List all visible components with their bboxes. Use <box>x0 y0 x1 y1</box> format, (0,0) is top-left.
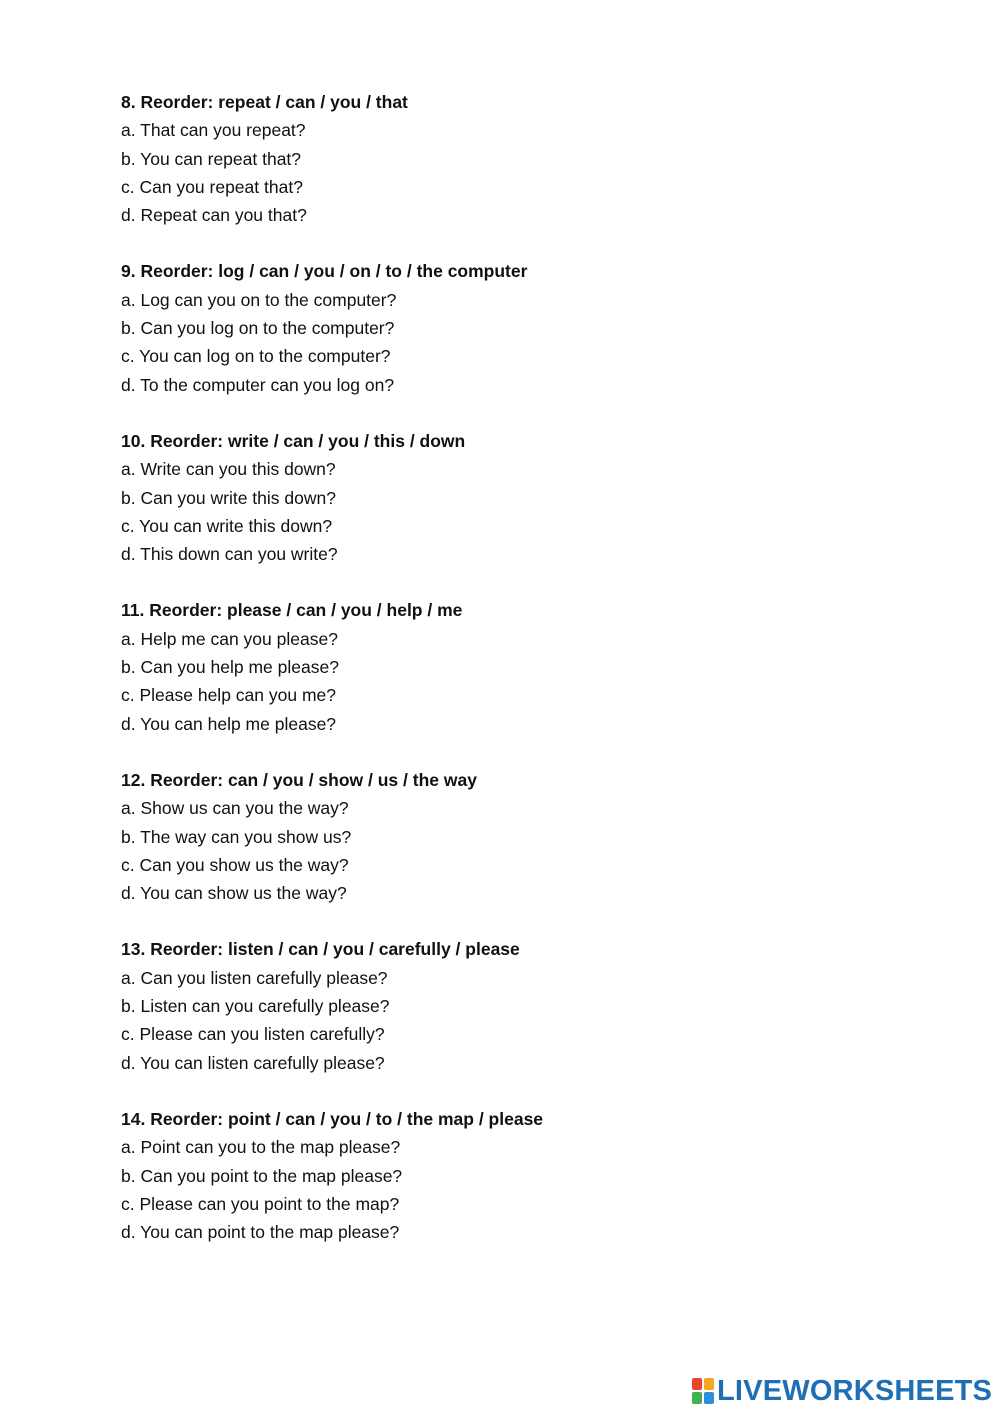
question-title: 8. Reorder: repeat / can / you / that <box>121 92 408 112</box>
answer-option[interactable]: c. You can log on to the computer? <box>121 346 391 367</box>
question-9 <box>121 257 881 398</box>
answer-option[interactable]: d. This down can you write? <box>121 544 338 565</box>
answer-option[interactable]: a. Show us can you the way? <box>121 798 349 819</box>
answer-option[interactable]: a. Write can you this down? <box>121 459 336 480</box>
question-10 <box>121 427 881 568</box>
worksheet-page <box>121 88 881 1274</box>
question-title: 13. Reorder: listen / can / you / carefully / please <box>121 939 520 960</box>
question-8 <box>121 88 881 229</box>
question-title: 11. Reorder: please / can / you / help / me <box>121 600 463 621</box>
answer-option[interactable]: b. Can you write this down? <box>121 487 336 508</box>
answer-option[interactable]: d. You can point to the map please? <box>121 1222 400 1243</box>
question-14 <box>121 1105 881 1246</box>
answer-option[interactable]: a. Help me can you please? <box>121 628 338 649</box>
question-title: 10. Reorder: write / can / you / this / down <box>121 430 466 451</box>
answer-option[interactable]: a. Log can you on to the computer? <box>121 289 397 310</box>
answer-option[interactable]: d. You can help me please? <box>121 713 337 734</box>
answer-option[interactable]: b. The way can you show us? <box>121 826 352 847</box>
answer-option[interactable]: b. Can you help me please? <box>121 657 339 678</box>
liveworksheets-brand[interactable] <box>692 1374 992 1408</box>
answer-option[interactable]: b. Can you log on to the computer? <box>121 318 395 339</box>
answer-option[interactable]: c. Please can you point to the map? <box>121 1193 400 1214</box>
question-12 <box>121 766 881 907</box>
answer-option[interactable]: d. To the computer can you log on? <box>121 374 395 395</box>
answer-option[interactable]: b. You can repeat that? <box>121 148 302 169</box>
question-title: 9. Reorder: log / can / you / on / to / the computer <box>121 261 528 282</box>
answer-option[interactable]: d. You can listen carefully please? <box>121 1052 385 1073</box>
answer-option[interactable]: c. Please can you listen carefully? <box>121 1024 385 1045</box>
question-11 <box>121 596 881 737</box>
answer-option[interactable]: d. You can show us the way? <box>121 883 347 904</box>
answer-option[interactable]: a. Can you listen carefully please? <box>121 967 388 988</box>
question-title: 14. Reorder: point / can / you / to / the map / please <box>121 1108 544 1129</box>
answer-option[interactable]: d. Repeat can you that? <box>121 205 307 226</box>
answer-option[interactable]: c. Can you repeat that? <box>121 176 303 197</box>
brand-wordmark: LIVEWORKSHEETS <box>717 1375 993 1407</box>
question-13 <box>121 935 881 1076</box>
answer-option[interactable]: a. That can you repeat? <box>121 120 306 141</box>
answer-option[interactable]: c. Can you show us the way? <box>121 854 349 875</box>
liveworksheets-logo-icon <box>692 1378 714 1404</box>
answer-option[interactable]: c. Please help can you me? <box>121 685 336 706</box>
answer-option[interactable]: c. You can write this down? <box>121 515 333 536</box>
answer-option[interactable]: b. Can you point to the map please? <box>121 1165 403 1186</box>
question-title: 12. Reorder: can / you / show / us / the way <box>121 769 477 790</box>
answer-option[interactable]: b. Listen can you carefully please? <box>121 996 390 1017</box>
answer-option[interactable]: a. Point can you to the map please? <box>121 1137 401 1158</box>
